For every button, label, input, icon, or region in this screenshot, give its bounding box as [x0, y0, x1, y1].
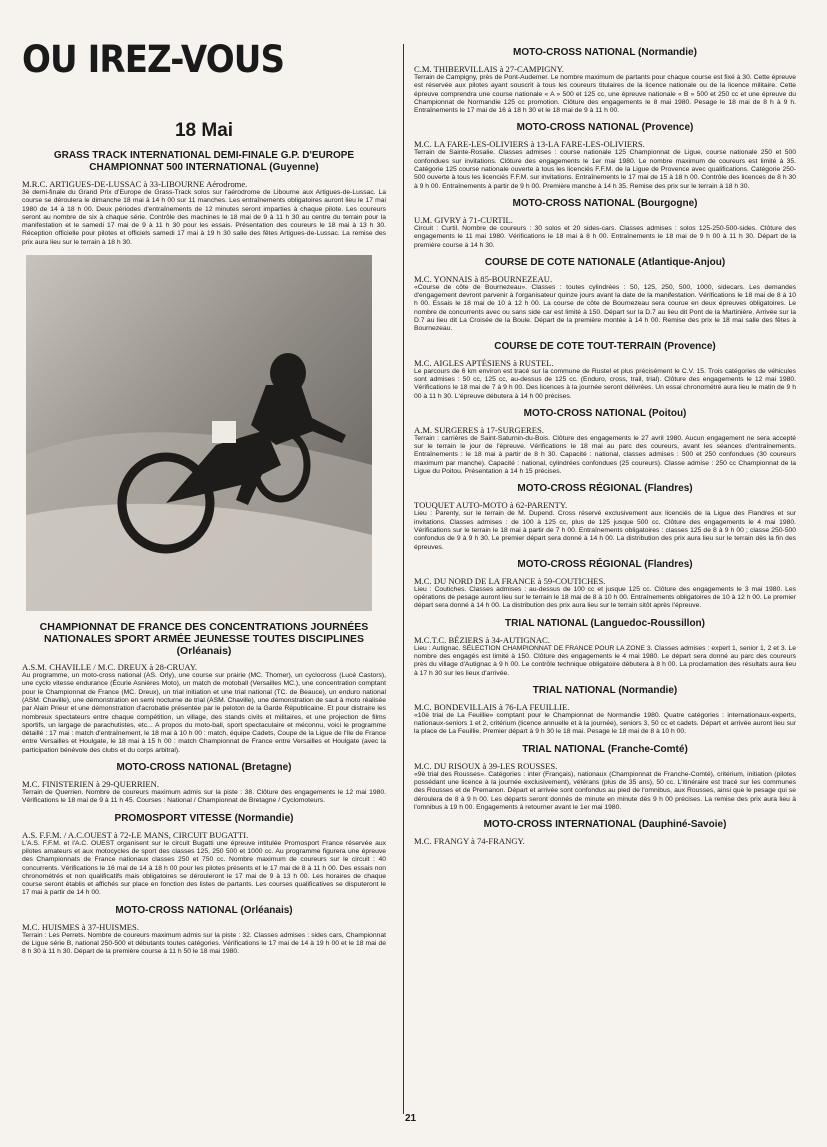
page-number: 21: [405, 1113, 417, 1124]
event-details: Lieu : Autignac. SÉLECTION CHAMPIONNAT DE FRANCE POUR LA ZONE 3. Classes admises : expert 1, senior 1, 2 et 3. Le nombre des engagés est limité à 150. Clôture des engagements le 4 mai 1980. Le départ sera donné au parc des coureurs près du village d'Autignac à 9 h 00. Le contrôle technique obligatoire débutera à 8 h 00. La proclamation des résultats aura lieu à 17 h 30 sur les lieux d'arrivée.: [414, 644, 796, 677]
event-date: 18 Mai: [174, 120, 234, 141]
event-details: Circuit : Curtil. Nombre de coureurs : 30 solos et 20 sides-cars. Classes admises : solos 125-250-500-sides. Clôture des engagements le 11 mai 1980. Vérifications le 18 mai à 8 h 00. Entraînements le 18 mai de 9 h 00 à 11 h 30. Départ de la première course à 14 h 30.: [414, 224, 796, 249]
left-column: [22, 40, 386, 959]
event-details: Terrain : Les Perrets. Nombre de coureurs maximum admis sur la piste : 32. Classes admises : sides cars, Championnat de Ligue série B, national 250-500 et débutants toutes catégories. Vérifications le 17 mai de 14 à 19 h 00 et le 18 mai de 8 h 30 à 11 h 30. Départ de la première course à 11 h 50 le 18 mai 1980.: [22, 931, 386, 956]
event-entry: [414, 341, 796, 401]
event-entry: [414, 819, 796, 846]
event-entry: [414, 744, 796, 812]
event-heading: MOTO-CROSS NATIONAL (Bourgogne): [512, 197, 698, 209]
event-entry: [414, 257, 796, 334]
event-organizer: C.M. THIBERVILLAIS à 27-CAMPIGNY.: [414, 64, 564, 74]
event-details: Terrain de Campigny, près de Pont-Audemer. Le nombre maximum de partants pour chaque course est fixé à 30. Cette épreuve est réservée aux pilotes ayant souscrit à tous les coureurs titulaires de la licence nationale ou de la licence militaire. Cette épreuve comprendra une course nationale « A » 500 et 125 cc, une épreuve nationale « B » 500 et 250 cc et une épreuve du Championnat de Normandie 125 cc promotion. Clôture des engagements le 8 mai 1980. Pesage le 18 mai de 8 h à 9 h. Entraînements le 17 mai de 16 à 18 h 30 et le 18 mai de 9 à 11 h 00.: [414, 74, 796, 115]
event-entry: [22, 762, 386, 806]
event-heading: TRIAL NATIONAL (Languedoc-Roussillon): [504, 617, 705, 629]
page-title: OU IREZ-VOUS: [22, 38, 285, 81]
event-heading: MOTO-CROSS NATIONAL (Poitou): [523, 407, 687, 419]
event-organizer: M.R.C. ARTIGUES-DE-LUSSAC à 33-LIBOURNE Aérodrome.: [22, 179, 248, 189]
event-entry: [414, 198, 796, 250]
event-heading: GRASS TRACK INTERNATIONAL DEMI-FINALE G.P. D'EUROPE CHAMPIONNAT 500 INTERNATIONAL (Guyenne): [53, 150, 355, 173]
event-details: L'A.S. F.F.M. et l'A.C. OUEST organisent sur le circuit Bugatti une épreuve intitulée Promosport France réservée aux pilotes amateurs et aux motocycles de sport des classes 125, 250 500 et 1000 cc. Au programme figurera une épreuve des Championnats de France nationaux classes 250 et 750 cc. Nombre maximum de coureurs sur le circuit : 40 concurrents. Vérifications le 16 mai de 14 à 18 h 00 pour les pilotes présents et le 17 mai de 8 à 11 h 00. Des essais non chronométrés et non qualificatifs mais obligatoires se dérouleront le 17 mai de 9 à 13 h 00. Les horaires de chaque course seront établis et affichés sur place en fonction des listes de partants. Les courses qualificatives se disputeront le 17 mai à partir de 14 h 00.: [22, 839, 386, 897]
event-heading: MOTO-CROSS NATIONAL (Orléanais): [115, 904, 293, 916]
event-heading: MOTO-CROSS RÉGIONAL (Flandres): [517, 483, 693, 495]
right-column: [414, 40, 796, 848]
event-details: «10è trial de La Feuillie» comptant pour le Championnat de Normandie 1980. Quatre catégories : internationaux-experts, nationaux-seniors 1 et 2, critérium (licence annuelle et à la journée), seniors 3, 50 cc et cadets. Départ et arrivée auront lieu sur la place de La Feuillie. Premier départ à 9 h 30 le 18 mai. Pesage le 18 mai de 8 à 10 h 00.: [414, 711, 796, 736]
event-details: Terrain de Sainte-Rosalie. Classes admises : course nationale 125 Championnat de Ligue, course nationale 250 et 500 confondues sur invitations. Clôture des engagements le 1er mai 1980. Le nombre maximum de coureurs est limité à 35. Catégorie 125 course nationale ouverte à tous les licenciés F.F.M. de la Ligue de Provence avec qualifications. Catégorie 250-500 ouverte à tous les licenciés F.F.M. sur invitations. Entraînements le 17 mai de 15 à 18 h 00. Contrôle des licences de 8 h 30 à 9 h 00. Entraînements à partir de 9 h 00. Première manche à 14 h 35. Remise des prix sur le terrain à 18 h 30.: [414, 149, 796, 190]
event-organizer: U.M. GIVRY à 71-CURTIL.: [414, 214, 513, 225]
event-organizer: M.C. DU RISOUX à 39-LES ROUSSES.: [414, 760, 558, 771]
event-heading: MOTO-CROSS NATIONAL (Normandie): [513, 47, 697, 58]
event-entry: [414, 685, 796, 737]
event-heading: MOTO-CROSS INTERNATIONAL (Dauphiné-Savoie): [483, 819, 727, 831]
event-organizer: A.S.M. CHAVILLE / M.C. DREUX à 28-CRUAY.: [22, 662, 198, 673]
event-heading: PROMOSPORT VITESSE (Normandie): [114, 812, 294, 824]
event-entry: [414, 483, 796, 551]
event-entry: [414, 618, 796, 678]
event-entry: [414, 559, 796, 611]
event-heading: MOTO-CROSS NATIONAL (Bretagne): [116, 762, 292, 774]
event-organizer: A.S. F.F.M. / A.C.OUEST à 72-LE MANS, CIRCUIT BUGATTI.: [22, 829, 249, 840]
event-entry: [22, 813, 386, 898]
event-details: 3è demi-finale du Grand Prix d'Europe de Grass-Track solos sur l'aérodrome de Libourne aux Artigues-de-Lussac. La course se déroulera le dimanche 18 mai à 14 h 00 sur 11 manches. Les entraînements obligatoires auront lieu le 17 mai 1980 de 14 à 18 h 00. Deux périodes d'entraînements de 12 minutes seront imparties à chaque pilote. Les coureurs seront au nombre de six à chaque série. Contrôle des machines le 18 mai de 9 à 11 h 30 au centre du terrain pour la manifestation et le samedi 17 mai de 9 à 11 h 30 pour les essais. Présentation des coureurs le 18 mai à 13 h 30. Réception officielle pour pilotes et officiels samedi 17 mai à 19 h 30 salle des fêtes Artigues-de-Lussac. La remise des prix aura lieu sur le terrain à 18 h 30.: [22, 189, 386, 246]
event-details: Terrain : carrières de Saint-Saturnin-du-Bois. Clôture des engagements le 27 avril 1980. Aucun engagement ne sera accepté sur le terrain le jour de l'épreuve. Vérifications le 18 mai au parc des coureurs, avant les séances d'entraînements. Entraînements : le 18 mai à partir de 8 h 30. Capacité : national, classes admises : 500 et 250 confondues (30 coureurs maximum par manche). Capacité : national, cylindrées confondues (25 coureurs). Classe admise : 250 cc Championnat de la Ligue du Poitou. Présentation à 14 h 15 précises.: [414, 434, 796, 476]
event-details: Au programme, un moto-cross national (AS. Orly), une course sur prairie (MC. Thomer), un cyclocross (Lucé Castors), une cyclo vitesse endurance (Écurie Asnières Moto), un match de motoball (Versailles MC.), une concentration comptant pour le Championnat de France (MC. Dreux), un trial initiation et une trial national (TC. de Beauce), un enduro national (ASM. Chaville), une démonstration en semi nocturne de trial (ASM. Chaville), une démonstration de saut à moto réalisée par Alain Prieur et une démonstration d'acrobatie présentée par le peloton de la Garde Républicaine. Et pour distraire les nombreux spectateurs entre chaque compétition, un village, des stands civils et militaires, et une projection de films sportifs, un largage de parachutistes, etc... A propos du moto-ball, sport spectaculaire et méconnu, voici le programme détaillé : 17 mai : match d'entraînement, le 18 mai à 10 h 00 : match, équipe Cadets, Coupe de la Ligue de l'Ile de France entre Versailles et Houlgate, le 18 mai à 15 h 00 : match Championnat de France entre Versailles et Houlgate (avec la participation bénévole des clubs et du corps arbitral).: [22, 672, 386, 754]
event-organizer: M.C. DU NORD DE LA FRANCE à 59-COUTICHES.: [414, 575, 606, 586]
event-details: Terrain de Querrien. Nombre de coureurs maximum admis sur la piste : 38. Clôture des engagements le 12 mai 1980. Vérifications le 18 mai de 9 à 11 h 45. Courses : National / Championnat de Bretagne / Cyclomoteurs.: [22, 789, 386, 805]
motorcycle-rider-image: [26, 255, 372, 611]
event-organizer: TOUQUET AUTO-MOTO à 62-PARENTY.: [414, 500, 568, 511]
event-heading: MOTO-CROSS NATIONAL (Provence): [516, 122, 694, 134]
event-details: Lieu : Parenty, sur le terrain de M. Dupend. Cross réservé exclusivement aux licenciés de la Ligue des Flandres et sur invitations. Classes admises : de 100 à 125 cc, plus de 125 jusque 500 cc. Clôture des engagements le 4 mai 1980. Vérifications sur le terrain le 18 mai à partir de 7 h 00. Entraînements obligatoires : classes 125 de 8 à 9 h 00 ; classe 250-500 confondus de 9 à 9 h 30. Le premier départ sera donné à 14 h 00. La distribution des prix aura lieu sur le terrain dès la fin des épreuves.: [414, 510, 796, 551]
event-organizer: M.C. FINISTERIEN à 29-QUERRIEN.: [22, 779, 160, 790]
event-details: Le parcours de 6 km environ est tracé sur la commune de Rustel et plus précisément le C.V. 15. Trois catégories de véhicules sont admises : 50 cc, 125 cc, au-dessus de 125 cc. (Enduro, cross, trail, trial). Clôture des engagements le 12 mai 1980. Vérifications le 18 mai de 7 à 9 h 00. Des licences à la journée seront délivrées. Un essai chronométré aura lieu le matin de 9 h 00 à 11 h 30. L'épreuve débutera à 14 h 00 précises.: [414, 367, 796, 400]
event-entry: [414, 47, 796, 115]
event-details: Lieu : Coutiches. Classes admises : au-dessus de 100 cc et jusque 125 cc. Clôture des engagements le 3 mai 1980. Les opérations de pesage auront lieu sur le terrain le 18 mai de 8 à 10 h 00. Entraînements obligatoires de 10 à 12 h 00. Le premier départ sera donné à 14 h 00. La distribution des prix aura lieu sur le terrain sitôt après l'épreuve.: [414, 585, 796, 610]
event-organizer: M.C. BONDEVILLAIS à 76-LA FEUILLIE.: [414, 701, 570, 712]
event-entry: [22, 150, 386, 247]
column-divider: [403, 44, 404, 1114]
event-details: «Course de côte de Bournezeau». Classes : toutes cylindrées : 50, 125, 250, 500, 1000, sidecars. Les demandes d'engagement devront parvenir à l'organisateur quinze jours avant la date de la manifestation. Vérifications le 18 mai de 8 à 10 h 00. Essais le 18 mai de 10 à 12 h 00. La course de côte de Bournezeau sera courue en deux épreuves obligatoires. Le nombre de concurrents avec ou sans side car est limité à 150. Départ sur la D.7 au lieu dit Pont de la Martinière. Arrivée sur la D.7 au lieu dit La Croisée de la Boule. Départ de la première montée à 14 h 00. Remise des prix le 18 mai salle des fêtes à Bournezeau.: [414, 283, 796, 333]
event-entry: [414, 122, 796, 190]
event-organizer: M.C.T.C. BÉZIERS à 34-AUTIGNAC.: [414, 634, 550, 645]
event-entry: [414, 408, 796, 476]
event-heading: CHAMPIONNAT DE FRANCE DES CONCENTRATIONS JOURNÉES NATIONALES SPORT ARMÉE JEUNESSE TOUTES DISCIPLINES (Orléanais): [39, 621, 369, 658]
event-heading: COURSE DE COTE TOUT-TERRAIN (Provence): [494, 340, 716, 352]
event-organizer: M.C. YONNAIS à 85-BOURNEZEAU.: [414, 273, 553, 284]
event-heading: COURSE DE COTE NATIONALE (Atlantique-Anjou): [484, 256, 726, 268]
event-entry: [22, 905, 386, 957]
event-organizer: M.C. AIGLES APTÉSIENS à RUSTEL.: [414, 357, 554, 368]
motorcycle-photo: [26, 255, 372, 611]
event-heading: MOTO-CROSS RÉGIONAL (Flandres): [517, 558, 693, 570]
event-heading: TRIAL NATIONAL (Normandie): [532, 684, 678, 696]
event-entry: [22, 621, 386, 755]
event-organizer: M.C. HUISMES à 37-HUISMES.: [22, 921, 139, 932]
event-organizer: A.M. SURGERES à 17-SURGERES.: [414, 424, 544, 435]
event-details: «9è trial des Rousses». Catégories : inter (Français), nationaux (Championnat de Franche-Comté), critérium, initiation (pilotes possédant une licence à la journée exclusivement), vétérans (plus de 35 ans), 50 cc. L'itinéraire est tracé sur les communes des Rousses et de Premanon. Départ et arrivée sont confondus au pied de l'omnibus, aux Rousses, ainsi que le pesage qui se déroulera de 8 à 9 h 00. Les départs seront donnés de minute en minute dès 9 h 00 précises. La remise des prix aura lieu à l'omnibus à 19 h 00. Engagements à retourner avant le 1er mai 1980.: [414, 770, 796, 811]
event-organizer: M.C. FRANGY à 74-FRANGY.: [414, 836, 525, 847]
event-organizer: M.C. LA FARE-LES-OLIVIERS à 13-LA FARE-LES-OLIVIERS.: [414, 139, 645, 150]
event-heading: TRIAL NATIONAL (Franche-Comté): [522, 743, 688, 755]
